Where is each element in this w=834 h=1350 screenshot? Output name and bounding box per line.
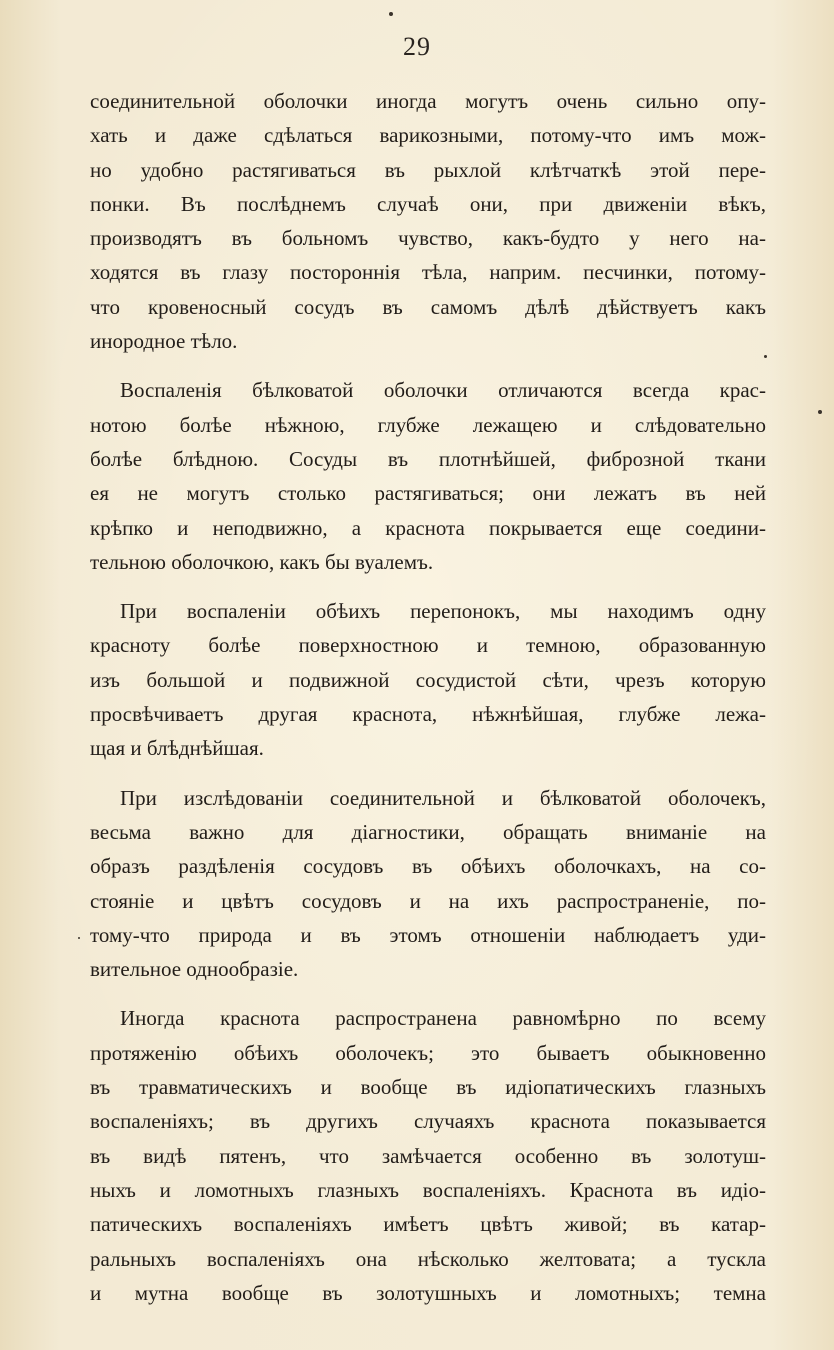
- text-line: производятъ въ больномъ чувство, какъ-будто у него на-: [90, 226, 766, 251]
- text-line: При воспаленіи обѣихъ перепонокъ, мы находимъ одну: [120, 599, 766, 624]
- text-line: вительное однообразіе.: [90, 957, 299, 982]
- text-line: изъ большой и подвижной сосудистой сѣти, чрезъ которую: [90, 667, 766, 692]
- text-line: тельною оболочкою, какъ бы вуалемъ.: [90, 549, 434, 574]
- print-speck: [78, 937, 80, 939]
- text-line: ныхъ и ломотныхъ глазныхъ воспаленіяхъ. Краснота въ идіо-: [90, 1177, 766, 1202]
- text-line: воспаленіяхъ; въ другихъ случаяхъ краснота показывается: [90, 1109, 766, 1134]
- paragraph: [90, 1001, 766, 1310]
- text-line: нотою болѣе нѣжною, глубже лежащею и слѣдовательно: [90, 412, 766, 437]
- text-line: патическихъ воспаленіяхъ имѣетъ цвѣтъ живой; въ катар-: [90, 1212, 766, 1237]
- print-speck: [389, 12, 393, 16]
- paragraph: [90, 781, 766, 987]
- text-line: въ видѣ пятенъ, что замѣчается особенно въ золотуш-: [90, 1143, 766, 1168]
- text-line: просвѣчиваетъ другая краснота, нѣжнѣйшая, глубже лежа-: [90, 702, 766, 727]
- paragraph: [90, 373, 766, 579]
- text-line: ральныхъ воспаленіяхъ она нѣсколько желтовата; а тускла: [90, 1246, 766, 1271]
- text-line: и мутна вообще въ золотушныхъ и ломотныхъ; темна: [90, 1280, 766, 1305]
- text-line: ея не могутъ столько растягиваться; они лежатъ въ ней: [90, 481, 766, 506]
- text-line: При изслѣдованіи соединительной и бѣлковатой оболочекъ,: [120, 785, 766, 810]
- text-line: тому-что природа и въ этомъ отношеніи наблюдаетъ уди-: [90, 922, 766, 947]
- text-line: но удобно растягиваться въ рыхлой клѣтчаткѣ этой пере-: [90, 157, 766, 182]
- text-line: соединительной оболочки иногда могутъ очень сильно опу-: [90, 89, 766, 113]
- text-line: Воспаленія бѣлковатой оболочки отличаются всегда крас-: [120, 378, 766, 403]
- text-line: весьма важно для діагностики, обращать вниманіе на: [90, 819, 766, 844]
- text-line: щая и блѣднѣйшая.: [90, 736, 264, 761]
- text-line: стояніе и цвѣтъ сосудовъ и на ихъ распространеніе, по-: [90, 888, 766, 913]
- text-line: образъ раздѣленія сосудовъ въ обѣихъ оболочкахъ, на со-: [90, 854, 766, 879]
- text-line: протяженію обѣихъ оболочекъ; это бываетъ обыкновенно: [90, 1040, 766, 1065]
- text-line: понки. Въ послѣднемъ случаѣ они, при движеніи вѣкъ,: [90, 191, 766, 216]
- text-line: Иногда краснота распространена равномѣрно по всему: [120, 1006, 766, 1031]
- text-line: въ травматическихъ и вообще въ идіопатическихъ глазныхъ: [90, 1075, 766, 1100]
- text-line: хать и даже сдѣлаться варикозными, потому-что имъ мож-: [90, 123, 766, 148]
- paragraph: [90, 84, 766, 358]
- text-line: болѣе блѣдною. Сосуды въ плотнѣйшей, фиброзной ткани: [90, 446, 766, 471]
- page-number: 29: [403, 32, 431, 61]
- text-line: ходятся въ глазу постороннія тѣла, наприм. песчинки, потому-: [90, 260, 766, 285]
- text-line: красноту болѣе поверхностною и темною, образованную: [90, 633, 766, 658]
- text-line: что кровеносный сосудъ въ самомъ дѣлѣ дѣйствуетъ какъ: [90, 294, 766, 319]
- text-line: инородное тѣло.: [90, 329, 238, 354]
- body-text: [90, 84, 766, 1310]
- text-line: крѣпко и неподвижно, а краснота покрывается еще соедини-: [90, 515, 766, 540]
- paragraph: [90, 594, 766, 765]
- print-speck: [818, 410, 822, 414]
